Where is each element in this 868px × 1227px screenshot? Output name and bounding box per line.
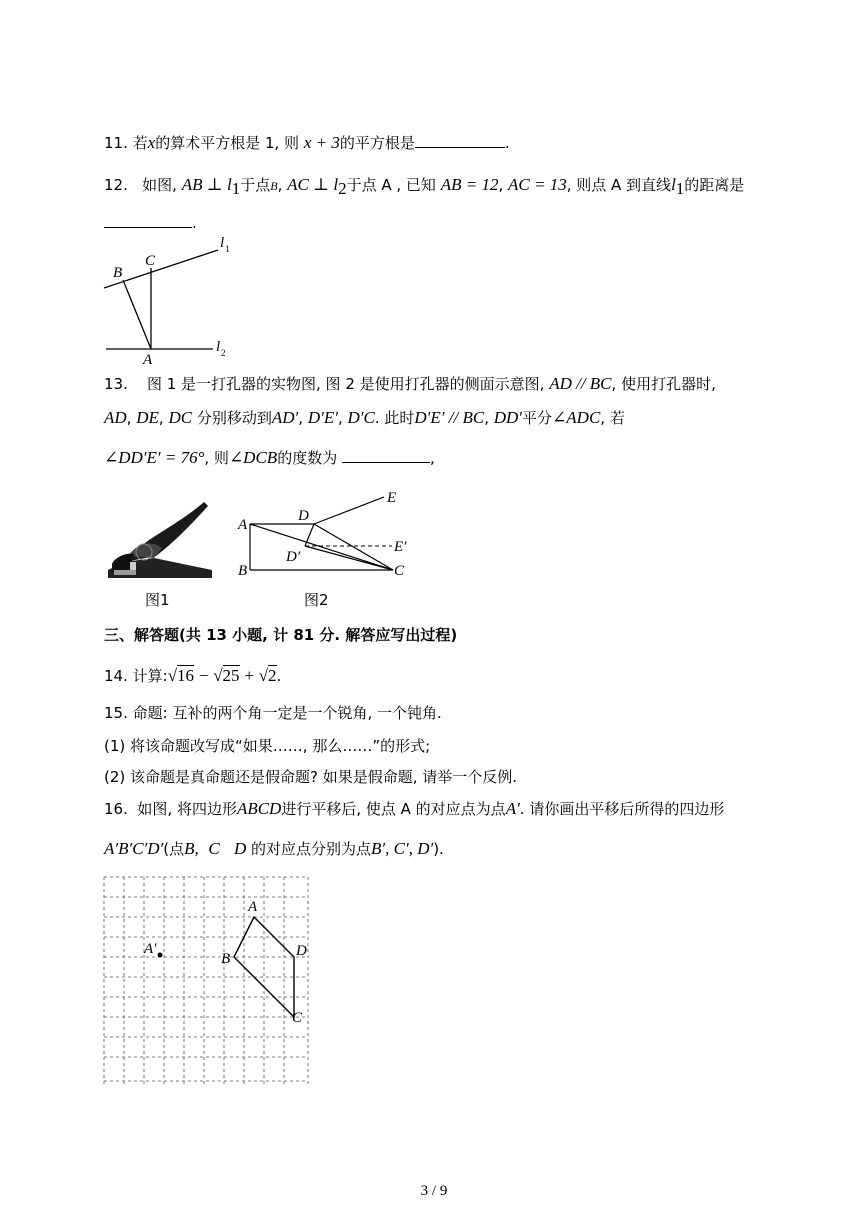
sqrt-25: √25 <box>213 666 240 685</box>
question-11: 11. 若x的算术平方根是 1, 则 x + 3的平方根是 . <box>104 133 510 152</box>
question-12-blank-line: . <box>104 211 197 234</box>
dashed-grid <box>104 877 308 1085</box>
label-C: C <box>394 563 405 579</box>
section-heading: 三、解答题(共 13 小题, 计 81 分. 解答应写出过程) <box>104 626 458 644</box>
label-A: A <box>143 352 153 367</box>
label-B: B <box>221 951 231 967</box>
point-A-prime <box>158 953 163 958</box>
answer-blank <box>104 211 192 228</box>
figure-1-caption: 图1 <box>145 591 170 609</box>
question-14: 14. 计算:√16 − √25 + √2. <box>104 666 282 685</box>
label-l1: l <box>220 235 225 251</box>
question-15-part2: (2) 该命题是真命题还是假命题? 如果是假命题, 请举一个反例. <box>104 768 518 786</box>
segment-AB <box>123 280 151 349</box>
sqrt-16: √16 <box>167 666 195 685</box>
answer-blank <box>415 131 505 148</box>
figure-q13-diagram <box>234 487 424 583</box>
label-B: B <box>113 265 123 281</box>
page-number: 3 / 9 <box>420 1183 448 1199</box>
figure-2-caption: 图2 <box>304 591 329 609</box>
label-D: D <box>296 943 307 959</box>
label-l2-sub: 2 <box>221 348 226 358</box>
question-16-line1: 16. 如图, 将四边形ABCD进行平移后, 使点 A 的对应点为点A′. 请你画出平移后所得的四边形 <box>104 799 725 818</box>
figure-q16-grid <box>102 875 314 1087</box>
question-15-line1: 15. 命题: 互补的两个角一定是一个锐角, 一个钝角. <box>104 704 442 722</box>
label-l1-sub: 1 <box>225 244 230 254</box>
label-A-prime: A′ <box>144 941 157 957</box>
answer-blank <box>342 446 430 463</box>
question-13-line2: AD, DE, DC 分别移动到AD′, D′E′, D′C. 此时D′E′ // BC, DD′平分∠ADC, 若 <box>104 408 625 427</box>
label-D: D <box>298 508 309 524</box>
label-B: B <box>238 563 248 579</box>
question-15-part1: (1) 将该命题改写成“如果……, 那么……”的形式; <box>104 737 431 755</box>
label-l2: l <box>216 339 221 355</box>
figure-q12 <box>98 232 248 367</box>
sqrt-2: √2 <box>258 666 277 685</box>
label-C: C <box>145 253 156 269</box>
question-13-line1: 13. 图 1 是一打孔器的实物图, 图 2 是使用打孔器的侧面示意图, AD // BC, 使用打孔器时, <box>104 374 716 393</box>
question-12: 12. 如图, AB ⊥ $l_1$于点B, AC ⊥ $l_2$于点 A , 已知 AB = 12, AC = 13, 则点 A 到直线$l_1$的距离是 <box>104 175 745 198</box>
figure-hole-punch-photo <box>104 498 216 584</box>
label-E: E <box>387 490 397 506</box>
question-16-line2: A′B′C′D′(点B, C D 的对应点分别为点B′, C′, D′). <box>104 839 444 858</box>
label-E-prime: E′ <box>394 539 407 555</box>
label-C: C <box>292 1010 303 1026</box>
question-13-line3: ∠DD′E′ = 76°, 则∠DCB的度数为 , <box>104 448 435 467</box>
label-D-prime: D′ <box>286 549 301 565</box>
label-A: A <box>248 899 258 915</box>
label-A: A <box>238 517 248 533</box>
